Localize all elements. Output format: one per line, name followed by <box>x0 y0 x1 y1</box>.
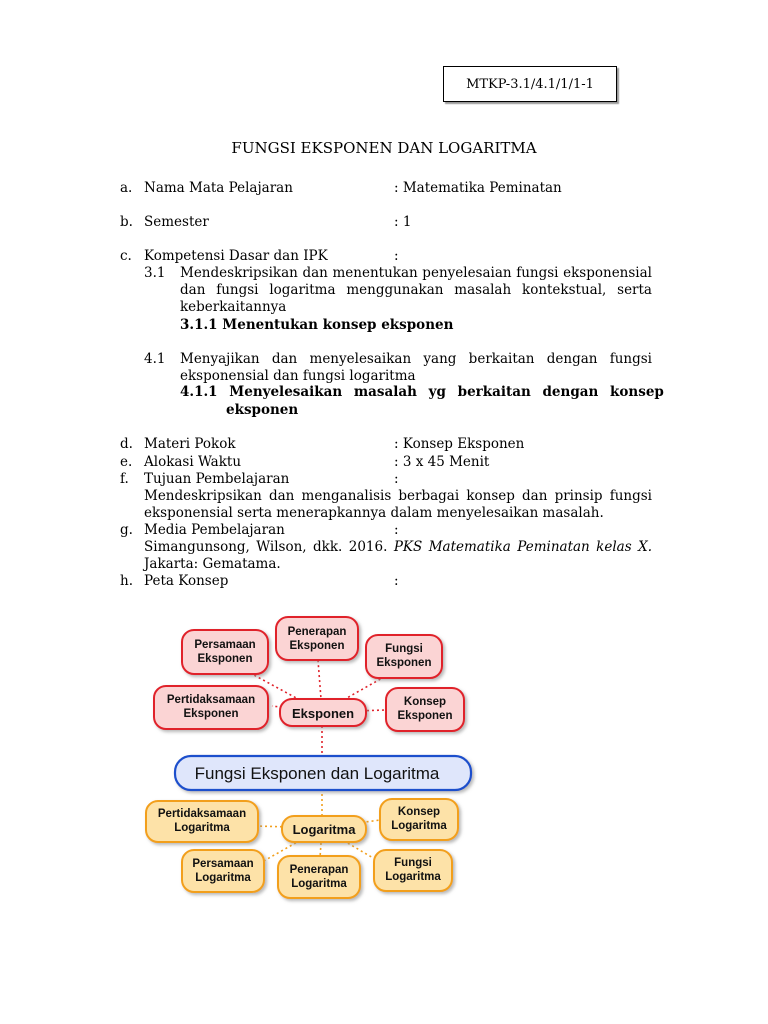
node-penerapan-eksponen-line2: Eksponen <box>289 640 345 652</box>
node-penerapan-logaritma <box>278 856 360 898</box>
media-authors: Simangunsong, Wilson, dkk. 2016. <box>144 539 394 555</box>
kd-4-1-number: 4.1 <box>144 351 166 367</box>
media-book-title: PKS Matematika Peminatan kelas X. <box>393 539 652 555</box>
node-center-label: Fungsi Eksponen dan Logaritma <box>194 764 440 783</box>
item-h-letter: h. <box>120 573 133 589</box>
node-pertidaksamaan-eksponen-line2: Eksponen <box>183 708 239 720</box>
node-pertidaksamaan-logaritma <box>146 801 258 842</box>
node-fungsi-eksponen <box>366 635 442 678</box>
node-konsep-eksponen-line1: Konsep <box>403 696 447 708</box>
node-penerapan-eksponen <box>276 617 358 660</box>
node-fungsi-logaritma <box>374 850 452 891</box>
item-b-label: Semester <box>144 214 209 230</box>
item-e-value: : 3 x 45 Menit <box>394 454 490 470</box>
item-a-letter: a. <box>120 180 133 196</box>
item-b-value: : 1 <box>394 214 412 230</box>
node-persamaan-eksponen-line1: Persamaan <box>194 639 256 651</box>
item-g-letter: g. <box>120 522 133 538</box>
item-d-letter: d. <box>120 436 133 452</box>
node-pertidaksamaan-eksponen <box>154 686 268 729</box>
node-konsep-logaritma-line2: Logaritma <box>391 820 447 832</box>
item-a-value: : Matematika Peminatan <box>394 180 562 196</box>
ipk-4-1-1-line1: 4.1.1 Menyelesaikan masalah yg berkaitan dengan konsep <box>180 384 664 400</box>
item-c-value: : <box>394 248 399 264</box>
item-a-label: Nama Mata Pelajaran <box>144 180 293 196</box>
node-eksponen-hub <box>280 699 366 726</box>
node-persamaan-logaritma <box>182 850 264 892</box>
item-c-label: Kompetensi Dasar dan IPK <box>144 248 328 264</box>
item-b-letter: b. <box>120 214 133 230</box>
item-g-label: Media Pembelajaran <box>144 522 285 538</box>
node-pertidaksamaan-logaritma-line1: Pertidaksamaan <box>157 808 247 820</box>
node-konsep-logaritma-line1: Konsep <box>397 806 441 818</box>
kd-4-1-text: Menyajikan dan menyelesaikan yang berkaitan dengan fungsi eksponensial dan fungsi logaritma <box>180 351 652 384</box>
item-f-label: Tujuan Pembelajaran <box>144 471 290 487</box>
item-e-letter: e. <box>120 454 133 470</box>
node-konsep-logaritma <box>380 799 458 840</box>
node-center <box>175 756 471 790</box>
item-d-label: Materi Pokok <box>144 436 236 452</box>
node-persamaan-logaritma-line1: Persamaan <box>192 858 254 870</box>
node-pertidaksamaan-eksponen-line1: Pertidaksamaan <box>166 694 256 706</box>
node-persamaan-eksponen-line2: Eksponen <box>197 653 253 665</box>
node-logaritma-hub <box>282 816 366 842</box>
node-fungsi-eksponen-line1: Fungsi <box>385 643 423 655</box>
item-f-letter: f. <box>120 471 129 487</box>
media-publisher: Jakarta: Gematama. <box>144 556 281 572</box>
item-d-value: : Konsep Eksponen <box>394 436 525 452</box>
node-penerapan-logaritma-line2: Logaritma <box>291 878 347 890</box>
node-fungsi-logaritma-line2: Logaritma <box>385 871 441 883</box>
node-penerapan-logaritma-line1: Penerapan <box>289 864 349 876</box>
tujuan-text: Mendeskripsikan dan menganalisis berbagai konsep dan prinsip fungsi eksponensial serta menerapkannya dalam menyelesaikan masalah. <box>144 488 652 521</box>
item-f-value: : <box>394 471 399 487</box>
node-konsep-eksponen-line2: Eksponen <box>397 710 453 722</box>
node-persamaan-logaritma-line2: Logaritma <box>195 872 251 884</box>
item-h-label: Peta Konsep <box>144 573 229 589</box>
item-h-value: : <box>394 573 399 589</box>
node-eksponen-hub-label: Eksponen <box>291 706 355 721</box>
document-title: FUNGSI EKSPONEN DAN LOGARITMA <box>231 139 537 157</box>
node-pertidaksamaan-logaritma-line2: Logaritma <box>174 822 230 834</box>
item-e-label: Alokasi Waktu <box>144 454 242 470</box>
node-penerapan-eksponen-line1: Penerapan <box>287 626 347 638</box>
node-persamaan-eksponen <box>182 630 268 674</box>
item-c-letter: c. <box>120 248 132 264</box>
ipk-4-1-1-line2: eksponen <box>226 402 299 418</box>
ipk-3-1-1: 3.1.1 Menentukan konsep eksponen <box>180 317 454 333</box>
node-fungsi-eksponen-line2: Eksponen <box>376 657 432 669</box>
kd-3-1-text: Mendeskripsikan dan menentukan penyelesaian fungsi eksponensial dan fungsi logaritma menggunakan masalah kontekstual, serta keberkaitannya <box>180 265 652 315</box>
kd-3-1-number: 3.1 <box>144 265 166 281</box>
node-fungsi-logaritma-line1: Fungsi <box>394 857 432 869</box>
item-g-value: : <box>394 522 399 538</box>
node-logaritma-hub-label: Logaritma <box>292 822 356 837</box>
node-konsep-eksponen <box>386 688 464 731</box>
document-code: MTKP-3.1/4.1/1/1-1 <box>466 76 594 92</box>
